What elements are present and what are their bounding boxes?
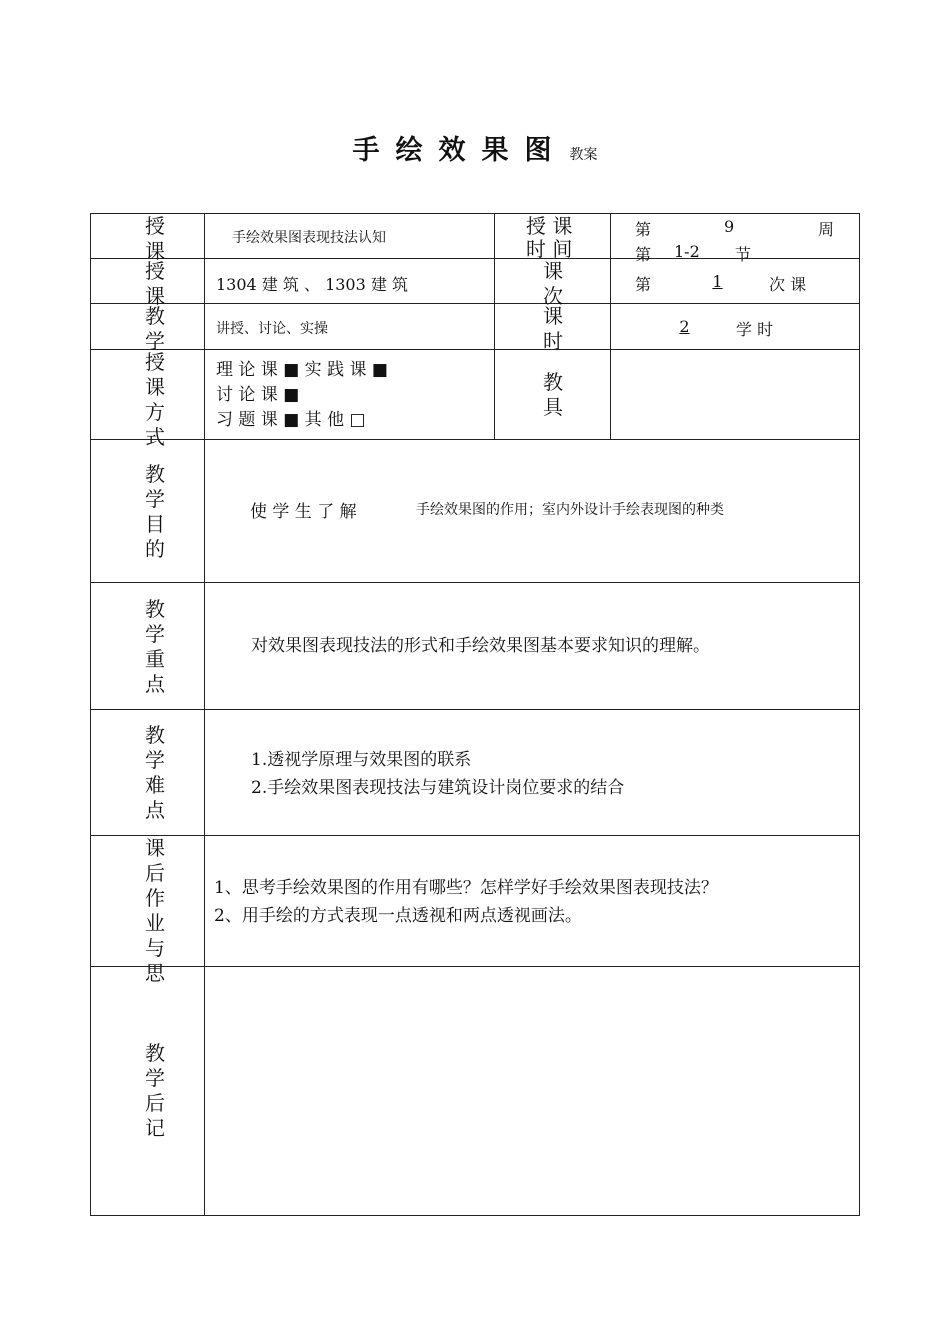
border-bottom: [90, 1215, 860, 1216]
class-names: 1304 建 筑 、 1303 建 筑: [216, 275, 408, 294]
count-value-cell: [611, 259, 859, 303]
homework-label: 课后作业与思: [145, 836, 165, 985]
count-label: 课次: [543, 259, 563, 308]
row1-label-cell: [91, 214, 204, 263]
hours-value-cell: [611, 304, 859, 349]
goal-lead: 使 学 生 了 解: [250, 502, 357, 522]
course-type-line-1: 理 论 课 ■ 实 践 课 ■: [216, 360, 388, 380]
document-title: [0, 128, 950, 167]
count-label-cell: [495, 259, 610, 308]
row2-label-cell: [91, 259, 204, 308]
week-number: 9: [724, 217, 735, 236]
rule: [90, 835, 860, 836]
key-label: 教学重点: [145, 597, 165, 696]
notes-field[interactable]: [205, 967, 859, 1215]
count-number: 1: [712, 272, 723, 291]
time-label-1: 授 课: [526, 214, 573, 238]
goal-label: 教学目的: [145, 462, 165, 561]
border-right: [859, 213, 860, 1216]
difficulty-label-cell: [91, 710, 204, 835]
hours-label-cell: [495, 304, 610, 353]
goal-label-cell: [91, 440, 204, 582]
lesson-topic: 手绘效果图表现技法认知: [232, 230, 386, 246]
hours-suffix: 学 时: [736, 320, 774, 339]
row1-label: 授课: [145, 214, 165, 263]
course-type-line-3: 习 题 课 ■ 其 他 □: [216, 410, 366, 430]
time-label-2: 时 间: [526, 237, 573, 261]
time-label-cell: [495, 214, 610, 261]
difficulty-item-1: 1.透视学原理与效果图的联系: [251, 750, 472, 770]
row3-label-cell: [91, 304, 204, 353]
section-prefix: 第: [635, 245, 652, 264]
key-text: 对效果图表现技法的形式和手绘效果图基本要求知识的理解。: [251, 636, 710, 656]
time-value-cell: [611, 214, 859, 264]
section-suffix: 节: [735, 245, 752, 264]
tools-label: 教具: [543, 370, 563, 419]
tools-label-cell: [495, 350, 610, 439]
hours-label: 课时: [543, 304, 563, 353]
rule: [90, 439, 860, 440]
week-suffix: 周: [818, 220, 835, 239]
row4-label: 授课方式: [145, 350, 165, 449]
count-suffix: 次 课: [769, 275, 807, 294]
rule: [90, 582, 860, 583]
title-sub: 教案: [569, 147, 598, 163]
course-type-line-2: 讨 论 课 ■: [216, 385, 300, 405]
notes-label-cell: [91, 967, 204, 1215]
row4-label-cell: [91, 350, 204, 449]
row2-label: 授课: [145, 259, 165, 308]
course-type-cell: [205, 350, 494, 439]
section-number: 1-2: [674, 242, 700, 261]
homework-item-2: 2、用手绘的方式表现一点透视和两点透视画法。: [214, 906, 582, 926]
homework-label-cell: [91, 836, 204, 985]
title-main: 手绘效果图: [352, 135, 568, 166]
goal-text: 手绘效果图的作用；室内外设计手绘表现图的种类: [416, 502, 724, 518]
week-prefix: 第: [635, 220, 652, 239]
difficulty-item-2: 2.手绘效果图表现技法与建筑设计岗位要求的结合: [251, 778, 625, 798]
homework-item-1: 1、思考手绘效果图的作用有哪些？怎样学好手绘效果图表现技法？: [214, 878, 718, 898]
rule: [90, 709, 860, 710]
count-prefix: 第: [635, 275, 652, 294]
difficulty-label: 教学难点: [145, 723, 165, 822]
notes-label: 教学后记: [145, 1041, 165, 1140]
key-label-cell: [91, 583, 204, 709]
row3-label: 教学: [145, 304, 165, 353]
hours-number: 2: [679, 317, 690, 336]
teaching-methods: 讲授、讨论、实操: [216, 321, 328, 337]
